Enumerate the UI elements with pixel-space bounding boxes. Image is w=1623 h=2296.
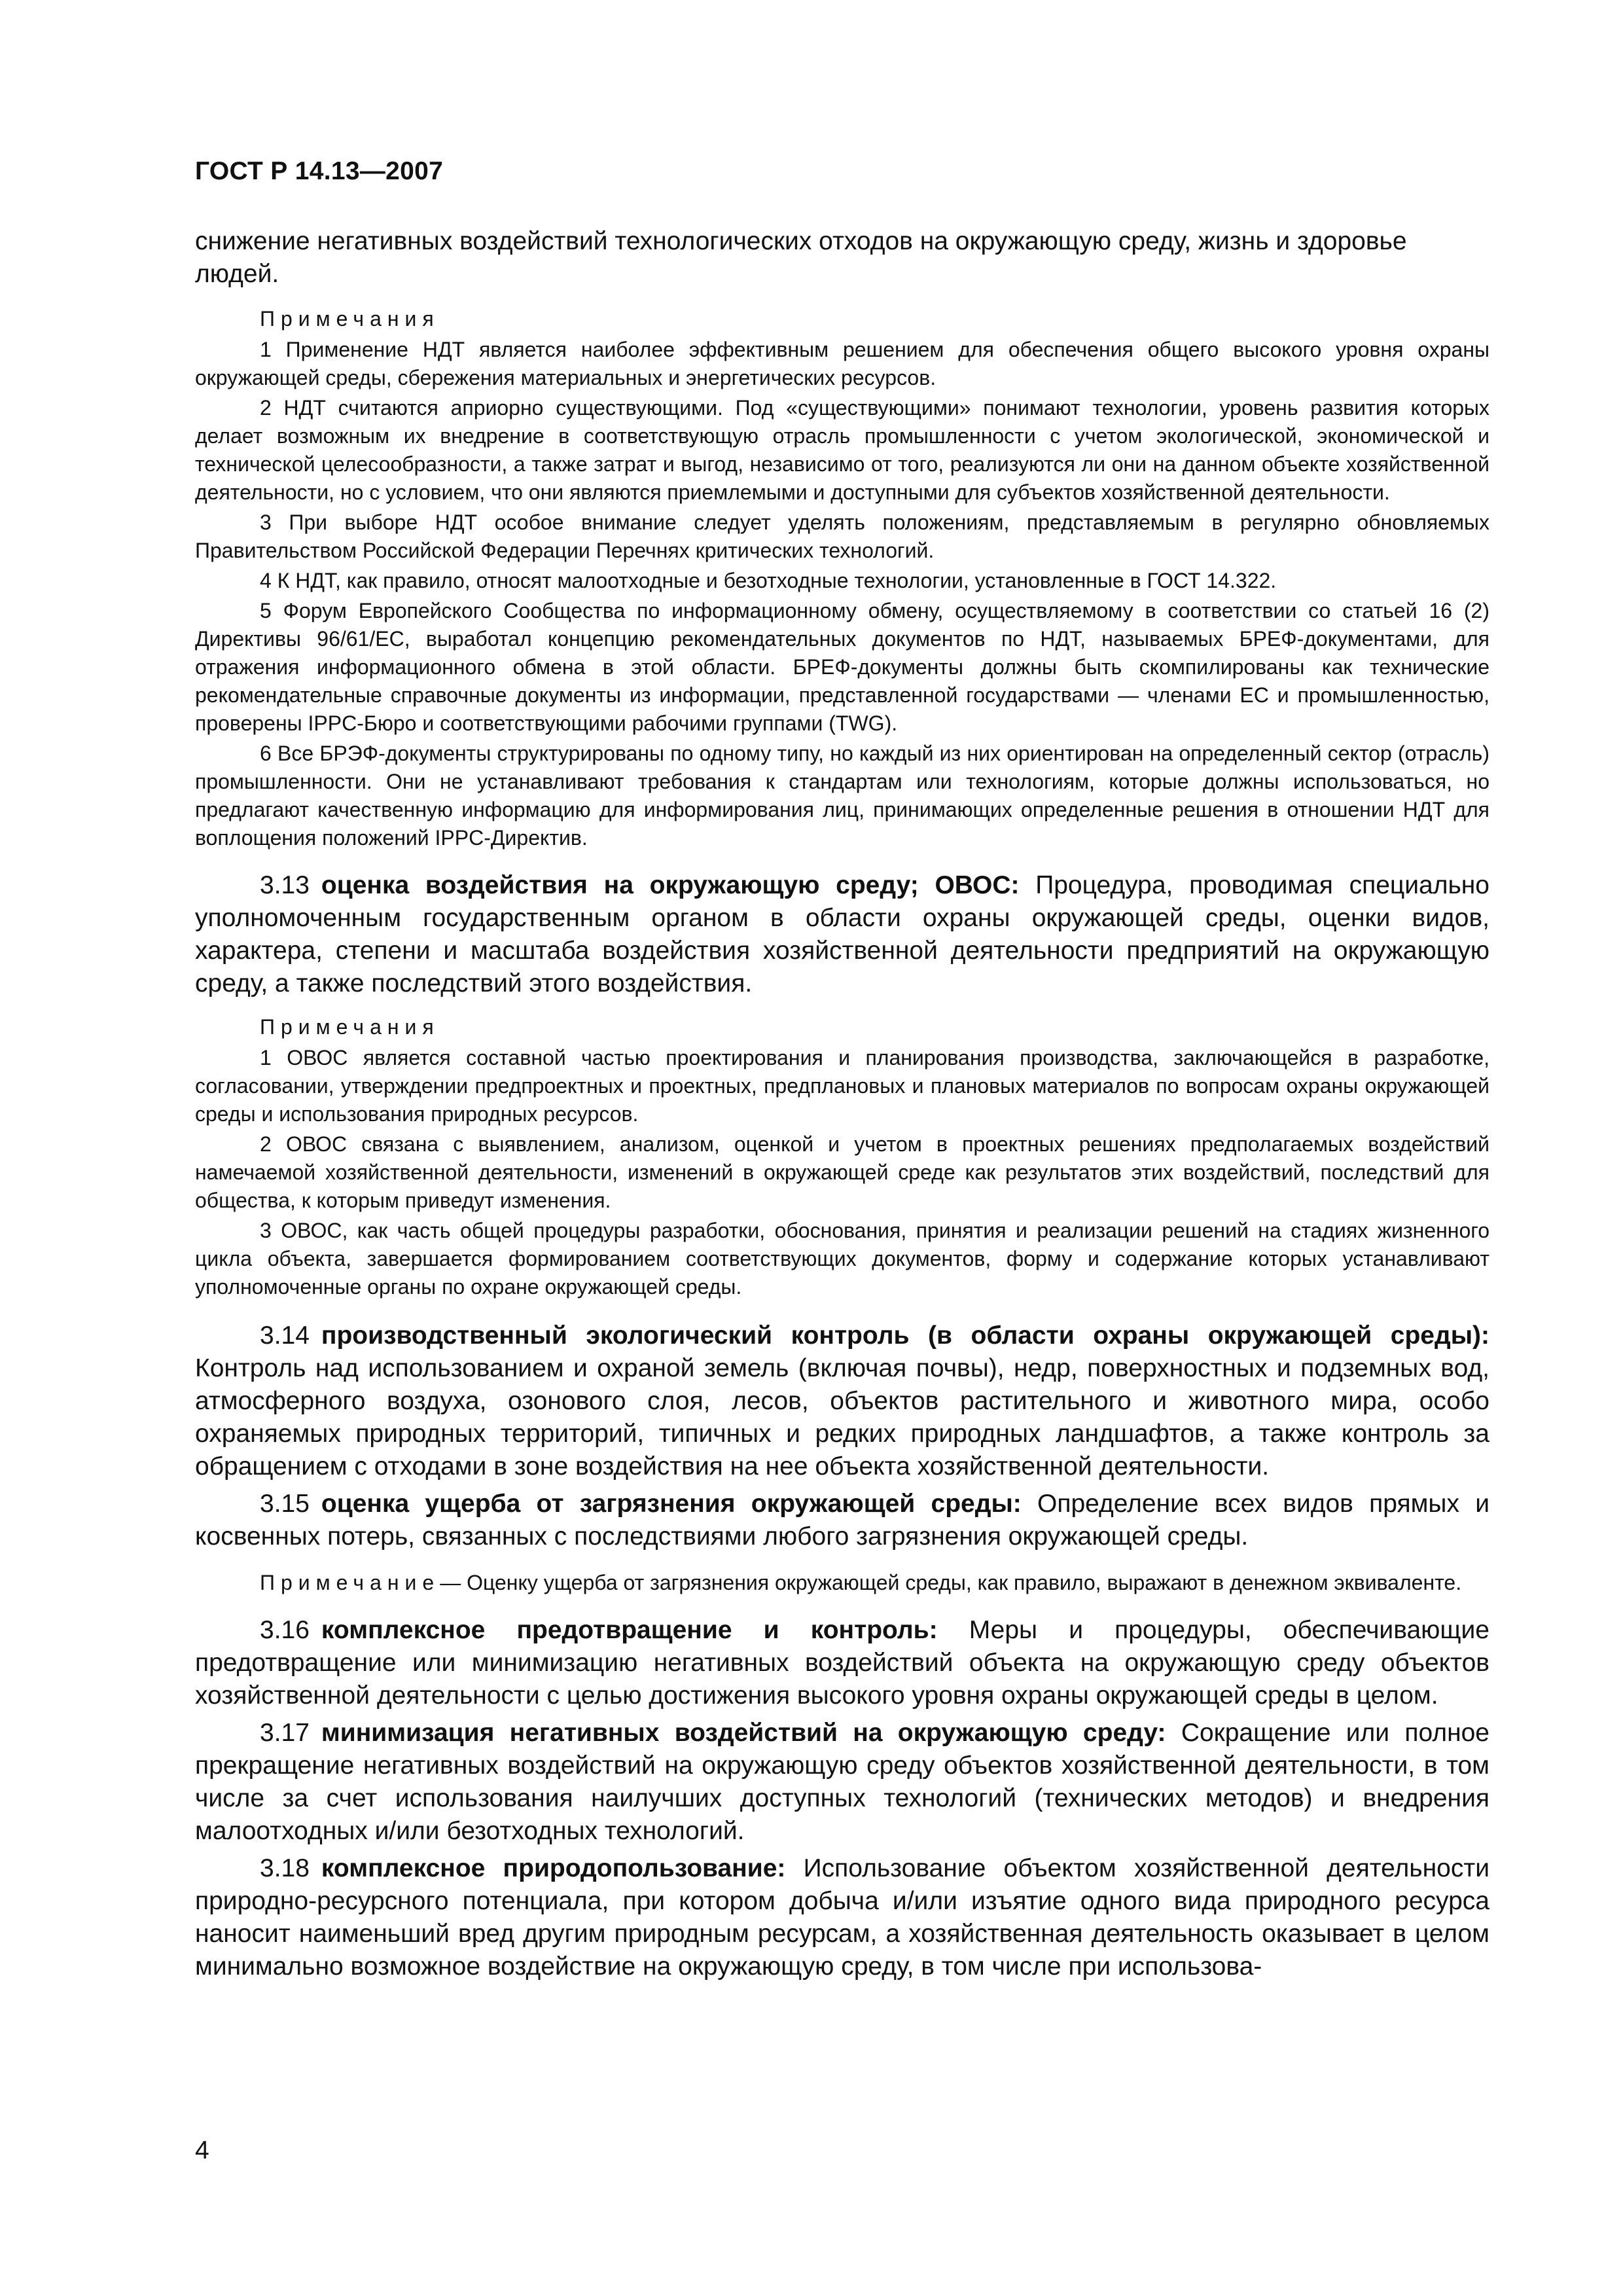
notes-block-ndt xyxy=(195,305,1489,852)
term-name: производственный экологический контроль (в области охраны окружающей среды): xyxy=(321,1321,1489,1350)
term-name: комплексное предотвращение и контроль: xyxy=(321,1616,938,1644)
term-name: оценка ущерба от загрязнения окружающей среды: xyxy=(321,1490,1022,1518)
term-definition: Определение всех видов прямых и косвенных потерь, связанных с последствиями любого загрязнения окружающей среды. xyxy=(195,1490,1489,1551)
term-definition: Контроль над использованием и охраной земель (включая почвы), недр, поверхностных и подземных вод, атмосферного воздуха, озонового слоя, лесов, объектов растительного и животного мира, особо охраняемых природных территорий, типичных и редких природных ландшафтов, а также контроль за обращением с отходами в зоне воздействия на нее объекта хозяйственной деятельности. xyxy=(195,1354,1489,1480)
term-name: минимизация негативных воздействий на окружающую среду: xyxy=(321,1719,1166,1747)
term-name: оценка воздействия на окружающую среду; ОВОС: xyxy=(321,871,1020,899)
term-definition: Сокращение или полное прекращение негативных воздействий на окружающую среду объектов хозяйственной деятельности, в том числе за счет использования наилучших доступных технологий (технических методов) и внедрения малоотходных и/или безотходных технологий. xyxy=(195,1719,1489,1845)
term-3-14 xyxy=(195,1319,1489,1483)
term-number: 3.15 xyxy=(260,1490,310,1518)
note-item: 3 При выборе НДТ особое внимание следует уделять положениям, представляемым в регулярно обновляемых Правительством Российской Федерации Перечнях критических технологий. xyxy=(195,511,1489,562)
note-label: Примечание xyxy=(260,1571,440,1594)
term-3-16 xyxy=(195,1614,1489,1712)
note-item: 1 Применение НДТ является наиболее эффективным решением для обеспечения общего высокого уровня охраны окружающей среды, сбережения материальных и энергетических ресурсов. xyxy=(195,338,1489,389)
term-definition: Использование объектом хозяйственной деятельности природно-ресурсного потенциала, при котором добыча и/или изъятие одного вида природного ресурса наносит наименьший вред другим природным ресурсам, а хозяйственная деятельность оказывает в целом минимально возможное воздействие на окружающую среду, в том числе при использова- xyxy=(195,1854,1490,1981)
term-3-18 xyxy=(195,1852,1489,1983)
page-number: 4 xyxy=(195,2136,209,2164)
standard-code-header: ГОСТ Р 14.13—2007 xyxy=(195,157,444,185)
term-number: 3.13 xyxy=(260,871,310,899)
note-text: — Оценку ущерба от загрязнения окружающей среды, как правило, выражают в денежном эквиваленте. xyxy=(440,1571,1462,1594)
note-item: 2 НДТ считаются априорно существующими. Под «существующими» понимают технологии, уровень развития которых делает возможным их внедрение в соответствующую отрасль промышленности с учетом экологической, экономической и технической целесообразности, а также затрат и выгод, независимо от того, реализуются ли они на данном объекте хозяйственной деятельности, но с условием, что они являются приемлемыми и доступными для субъектов хозяйственной деятельности. xyxy=(195,396,1489,504)
note-3-15 xyxy=(195,1569,1489,1597)
term-definition: Процедура, проводимая специально уполномоченным государственным органом в области охраны окружающей среды, оценки видов, характера, степени и масштаба воздействия хозяйственной деятельности предприятий на окружающую среду, а также последствий этого воздействия. xyxy=(195,871,1489,997)
term-number: 3.14 xyxy=(260,1321,310,1350)
note-item: 1 ОВОС является составной частью проектирования и планирования производства, заключающейся в разработке, согласовании, утверждении предпроектных и проектных, предплановых и плановых материалов по вопросам охраны окружающей среды и использования природных ресурсов. xyxy=(195,1046,1489,1126)
notes-heading: Примечания xyxy=(260,307,440,331)
term-name: комплексное природопользование: xyxy=(321,1854,786,1882)
term-3-13 xyxy=(195,869,1489,1000)
term-definition: Меры и процедуры, обеспечивающие предотвращение или минимизацию негативных воздействий объекта на окружающую среду объектов хозяйственной деятельности с целью достижения высокого уровня охраны окружающей среды в целом. xyxy=(195,1616,1489,1710)
note-item: 3 ОВОС, как часть общей процедуры разработки, обоснования, принятия и реализации решений на стадиях жизненного цикла объекта, завершается формированием соответствующих документов, форму и содержание которых устанавливают уполномоченные органы по охране окружающей среды. xyxy=(195,1219,1489,1299)
note-item: 5 Форум Европейского Сообщества по информационному обмену, осуществляемому в соответствии со статьей 16 (2) Директивы 96/61/ЕС, выработал концепцию рекомендательных документов по НДТ, называемых БРЕФ-документами, для отражения информационного обмена в этой области. БРЕФ-документы должны быть скомпилированы как технические рекомендательные справочные документы из информации, представленной государствами — членами ЕС и промышленностью, проверены IPPC-Бюро и соответствующими рабочими группами (TWG). xyxy=(195,599,1489,735)
continuation-paragraph: снижение негативных воздействий технологических отходов на окружающую среду, жизнь и здоровье людей. xyxy=(195,227,1407,288)
term-number: 3.17 xyxy=(260,1719,310,1747)
notes-heading: Примечания xyxy=(260,1015,440,1039)
term-3-15 xyxy=(195,1488,1489,1553)
note-item: 6 Все БРЭФ-документы структурированы по одному типу, но каждый из них ориентирован на определенный сектор (отрасль) промышленности. Они не устанавливают требования к стандартам или технологиям, которые должны использоваться, но предлагают качественную информацию для информирования лиц, принимающих определенные решения в отношении НДТ для воплощения положений IPPC-Директив. xyxy=(195,742,1489,850)
note-item: 2 ОВОС связана с выявлением, анализом, оценкой и учетом в проектных решениях предполагаемых воздействий намечаемой хозяйственной деятельности, изменений в окружающей среде как результатов этих воздействий, последствий для общества, к которым приведут изменения. xyxy=(195,1132,1489,1212)
term-3-17 xyxy=(195,1717,1489,1848)
document-page xyxy=(195,156,1489,1988)
term-number: 3.18 xyxy=(260,1854,310,1882)
note-item: 4 К НДТ, как правило, относят малоотходные и безотходные технологии, установленные в ГОСТ 14.322. xyxy=(260,569,1277,592)
term-number: 3.16 xyxy=(260,1616,310,1644)
notes-block-ovos xyxy=(195,1013,1489,1301)
